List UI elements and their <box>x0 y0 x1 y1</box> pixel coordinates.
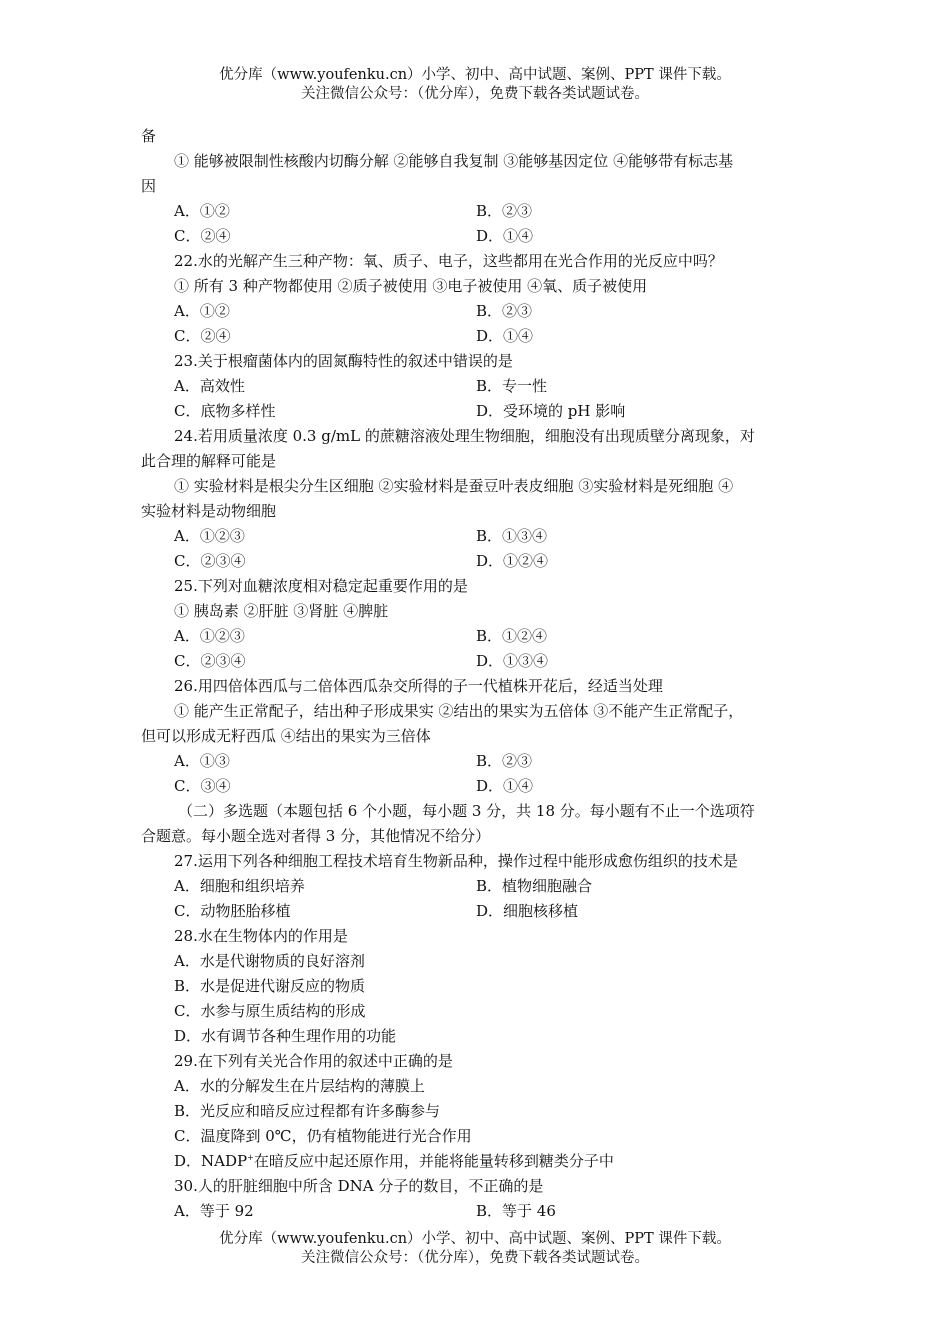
q29-option-a: A．水的分解发生在片层结构的薄膜上 <box>174 1077 425 1095</box>
q28-stem: 28.水在生物体内的作用是 <box>174 927 348 945</box>
q22-option-c: C．②④ <box>174 327 231 345</box>
q21-statement-cont: 因 <box>141 177 157 195</box>
q21-tail: 备 <box>141 127 157 145</box>
q23-options-cd <box>141 399 821 424</box>
section-2-heading-cont: 合题意。每小题全选对者得 3 分，其他情况不给分） <box>141 827 491 845</box>
q24-option-b: B．①③④ <box>476 527 548 545</box>
footer-line-1: 优分库（www.youfenku.cn）小学、初中、高中试题、案例、PPT 课件下载。 <box>219 1231 731 1247</box>
q30-option-b: B．等于 46 <box>476 1202 556 1220</box>
q26-statement: ① 能产生正常配子，结出种子形成果实 ②结出的果实为五倍体 ③不能产生正常配子， <box>174 702 744 720</box>
q28-option-b: B．水是促进代谢反应的物质 <box>174 977 366 995</box>
q24-statement: ① 实验材料是根尖分生区细胞 ②实验材料是蚕豆叶表皮细胞 ③实验材料是死细胞 ④ <box>174 477 734 495</box>
q28-option-c: C．水参与原生质结构的形成 <box>174 1002 366 1020</box>
q26-options-ab <box>141 749 821 774</box>
section-2-heading: （二）多选题（本题包括 6 个小题，每小题 3 分，共 18 分。每小题有不止一个选项符 <box>178 802 755 820</box>
page-header <box>0 66 950 104</box>
q26-option-d: D．①④ <box>476 777 534 795</box>
q29-option-b: B．光反应和暗反应过程都有许多酶参与 <box>174 1102 441 1120</box>
q23-option-c: C．底物多样性 <box>174 402 276 420</box>
q27-stem: 27.运用下列各种细胞工程技术培育生物新品种，操作过程中能形成愈伤组织的技术是 <box>174 852 738 870</box>
q29-option-c: C．温度降到 0℃，仍有植物能进行光合作用 <box>174 1127 472 1145</box>
q27-option-b: B．植物细胞融合 <box>476 877 593 895</box>
q24-option-d: D．①②④ <box>476 552 549 570</box>
q21-statement: ① 能够被限制性核酸内切酶分解 ②能够自我复制 ③能够基因定位 ④能够带有标志基 <box>174 152 734 170</box>
q29-option-d <box>141 1149 821 1174</box>
q30-option-a: A．等于 92 <box>174 1202 254 1220</box>
q24-options-ab <box>141 524 821 549</box>
q28-option-d: D．水有调节各种生理作用的功能 <box>174 1027 397 1045</box>
q27-option-a: A．细胞和组织培养 <box>174 877 305 895</box>
q25-options-ab <box>141 624 821 649</box>
q25-option-d: D．①③④ <box>476 652 549 670</box>
q26-option-a: A．①③ <box>174 752 230 770</box>
q27-option-d: D．细胞核移植 <box>476 902 579 920</box>
q23-option-a: A．高效性 <box>174 377 245 395</box>
q27-option-c: C．动物胚胎移植 <box>174 902 291 920</box>
q22-stem: 22.水的光解产生三种产物：氧、质子、电子，这些都用在光合作用的光反应中吗？ <box>174 252 723 270</box>
q25-statement: ① 胰岛素 ②肝脏 ③肾脏 ④脾脏 <box>174 602 389 620</box>
q30-options-ab <box>141 1199 821 1224</box>
q23-stem: 23.关于根瘤菌体内的固氮酶特性的叙述中错误的是 <box>174 352 513 370</box>
q21-option-c: C．②④ <box>174 227 231 245</box>
footer-line-2: 关注微信公众号：（优分库），免费下载各类试题试卷。 <box>301 1250 649 1266</box>
q21-option-a: A．①② <box>174 202 230 220</box>
q22-statement: ① 所有 3 种产物都使用 ②质子被使用 ③电子被使用 ④氧、质子被使用 <box>174 277 648 295</box>
q27-options-ab <box>141 874 821 899</box>
q25-option-b: B．①②④ <box>476 627 548 645</box>
q21-options-cd <box>141 224 821 249</box>
q24-stem-cont: 此合理的解释可能是 <box>141 452 277 470</box>
q21-options-ab <box>141 199 821 224</box>
q22-options-ab <box>141 299 821 324</box>
q29-stem: 29.在下列有关光合作用的叙述中正确的是 <box>174 1052 453 1070</box>
q22-option-d: D．①④ <box>476 327 534 345</box>
header-line-1: 优分库（www.youfenku.cn）小学、初中、高中试题、案例、PPT 课件下载。 <box>219 67 731 83</box>
q23-options-ab <box>141 374 821 399</box>
q24-option-c: C．②③④ <box>174 552 246 570</box>
q23-option-b: B．专一性 <box>476 377 548 395</box>
q22-options-cd <box>141 324 821 349</box>
q25-stem: 25.下列对血糖浓度相对稳定起重要作用的是 <box>174 577 468 595</box>
q24-stem: 24.若用质量浓度 0.3 g/mL 的蔗糖溶液处理生物细胞，细胞没有出现质壁分离现象，对 <box>174 427 755 445</box>
q26-option-c: C．③④ <box>174 777 231 795</box>
q29-option-d-prefix: D．NADP <box>174 1152 248 1170</box>
q26-stem: 26.用四倍体西瓜与二倍体西瓜杂交所得的子一代植株开花后，经适当处理 <box>174 677 663 695</box>
q25-option-c: C．②③④ <box>174 652 246 670</box>
q22-option-b: B．②③ <box>476 302 533 320</box>
q29-option-d-superscript: + <box>247 1153 254 1162</box>
q26-option-b: B．②③ <box>476 752 533 770</box>
q22-option-a: A．①② <box>174 302 230 320</box>
q29-option-d-text: 在暗反应中起还原作用，并能将能量转移到糖类分子中 <box>253 1152 614 1170</box>
exam-content <box>141 124 821 1224</box>
q25-options-cd <box>141 649 821 674</box>
q26-options-cd <box>141 774 821 799</box>
q24-options-cd <box>141 549 821 574</box>
page-footer <box>0 1230 950 1268</box>
q25-option-a: A．①②③ <box>174 627 245 645</box>
header-line-2: 关注微信公众号：（优分库），免费下载各类试题试卷。 <box>301 86 649 102</box>
q24-option-a: A．①②③ <box>174 527 245 545</box>
q21-option-d: D．①④ <box>476 227 534 245</box>
q21-option-b: B．②③ <box>476 202 533 220</box>
q23-option-d: D．受环境的 pH 影响 <box>476 402 626 420</box>
q28-option-a: A．水是代谢物质的良好溶剂 <box>174 952 365 970</box>
q27-options-cd <box>141 899 821 924</box>
q30-stem: 30.人的肝脏细胞中所含 DNA 分子的数目，不正确的是 <box>174 1177 544 1195</box>
q24-statement-cont: 实验材料是动物细胞 <box>141 502 277 520</box>
q26-statement-cont: 但可以形成无籽西瓜 ④结出的果实为三倍体 <box>141 727 431 745</box>
